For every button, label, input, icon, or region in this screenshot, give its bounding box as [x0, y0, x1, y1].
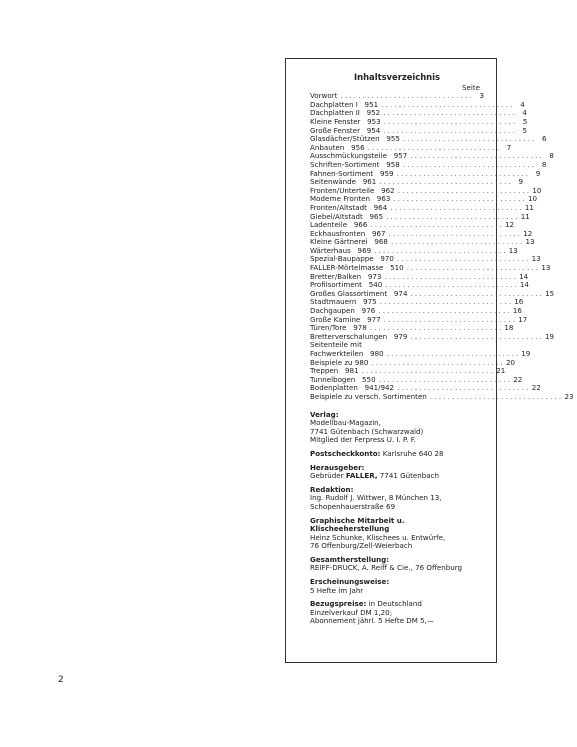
- toc-entry-page: 20: [505, 357, 515, 367]
- verlag-line: Mitglied der Ferpress U. I. P. F.: [310, 435, 416, 445]
- dot-leader: ..............................: [340, 91, 475, 101]
- toc-entry-title: Fahnen-Sortiment 959: [310, 168, 394, 178]
- toc-entry-page: 14: [519, 271, 529, 281]
- erscheinung-block: [310, 578, 484, 595]
- toc-entry-title: Seitenwände 961: [310, 177, 377, 187]
- herausgeber-label: Herausgeber:: [310, 462, 365, 472]
- toc-entry-title: Bretterverschalungen 979: [310, 331, 408, 341]
- dot-leader: ..............................: [370, 220, 505, 230]
- toc-entry-page: 13: [541, 263, 551, 273]
- imprint: [310, 411, 484, 626]
- seite-label: Seite: [462, 82, 480, 92]
- toc-entry-page: 5: [522, 125, 527, 135]
- toc-entry-title: Beispiele zu 980: [310, 357, 369, 367]
- gesamt-block: [310, 556, 484, 573]
- toc-entry-page: 10: [527, 194, 537, 204]
- toc-entry-page: 12: [523, 228, 533, 238]
- toc-entry-page: 19: [545, 331, 555, 341]
- toc-list: [310, 91, 574, 401]
- toc-entry-title: Schriften-Sortiment 958: [310, 159, 400, 169]
- dot-leader: ..............................: [384, 271, 519, 281]
- toc-entry-page: 4: [522, 108, 527, 118]
- dot-leader: ..............................: [410, 288, 545, 298]
- dot-leader: ..............................: [385, 280, 519, 290]
- grafik-label: Graphische Mitarbeit u. Klischeeherstellung: [310, 515, 405, 534]
- dot-leader: ..............................: [396, 168, 531, 178]
- toc-entry-title: Treppen 981: [310, 366, 359, 376]
- grafik-line: 76 Offenburg/Zell-Weierbach: [310, 541, 413, 551]
- bezug-block: [310, 600, 484, 626]
- page-number: 2: [58, 675, 64, 685]
- toc-entry-title: Anbauten 956: [310, 142, 365, 152]
- toc-entry-page: 13: [525, 237, 535, 247]
- dot-leader: ..............................: [383, 108, 517, 118]
- bezug-label: Bezugspreise:: [310, 599, 367, 609]
- toc-entry-title: Ladenteile 966: [310, 220, 368, 230]
- toc-entry-page: 13: [508, 245, 518, 255]
- toc-entry-page: 19: [521, 349, 531, 358]
- bezug-first: in Deutschland: [368, 599, 422, 609]
- toc-entry-title: Fronten/Unterteile 962: [310, 185, 395, 195]
- toc-entry-title: Großes Glassortiment 974: [310, 288, 408, 298]
- dot-leader: ..............................: [383, 125, 517, 135]
- toc-entry-title: Dachgaupen 976: [310, 306, 376, 316]
- dot-leader: ..............................: [369, 323, 504, 333]
- toc-entry-title: Glasdächer/Stützen 955: [310, 134, 400, 144]
- toc-entry-page: 3: [479, 91, 485, 101]
- toc-entry-page: 6: [542, 134, 547, 144]
- dot-leader: ..............................: [367, 142, 502, 152]
- dot-leader: ..............................: [410, 151, 544, 161]
- herausgeber-block: [310, 464, 484, 481]
- dot-leader: ..............................: [402, 159, 537, 169]
- verlag-line: 7741 Gütenbach (Schwarzwald): [310, 426, 424, 436]
- toc-entry-page: 8: [541, 159, 547, 169]
- dot-leader: ..............................: [378, 306, 512, 316]
- toc-entry-title: Profilsortiment 540: [310, 280, 383, 290]
- toc-entry-page: 12: [505, 220, 515, 230]
- toc-entry-page: 17: [518, 314, 528, 324]
- erscheinung-label: Erscheinungsweise:: [310, 577, 390, 587]
- grafik-line: Heinz Schunke, Klischees u. Entwürfe,: [310, 532, 446, 542]
- dot-leader: ..............................: [393, 194, 527, 204]
- postscheck-label: Postscheckkonto:: [310, 448, 381, 458]
- bezug-line: Einzelverkauf DM 1,20;: [310, 607, 393, 617]
- toc-entry-page: 22: [531, 383, 541, 393]
- erscheinung-value: 5 Hefte im Jahr: [310, 585, 364, 595]
- toc-entry-title: Fachwerkteilen 980: [310, 349, 384, 358]
- toc-entry-title: Bretter/Balken 973: [310, 271, 382, 281]
- toc-entry-page: 16: [514, 297, 524, 307]
- dot-leader: ..............................: [378, 374, 513, 384]
- dot-leader: ..............................: [383, 116, 518, 126]
- grafik-block: [310, 517, 484, 551]
- dot-leader: ..............................: [386, 349, 521, 358]
- verlag-line: Modellbau-Magazin,: [310, 418, 381, 428]
- dot-leader: ..............................: [379, 177, 513, 187]
- verlag-block: [310, 411, 484, 445]
- dot-leader: ..............................: [429, 391, 564, 401]
- toc-entry-title: Ausschmückungsteile 957: [310, 151, 408, 161]
- herausgeber-name: FALLER,: [345, 471, 378, 481]
- toc-entry-title: Beispiele zu versch. Sortimenten: [310, 391, 427, 401]
- toc-entry-page: 7: [506, 142, 512, 152]
- dot-leader: ..............................: [390, 237, 525, 247]
- dot-leader: ..............................: [374, 245, 508, 255]
- toc-entry-title: Dachplatten II 952: [310, 108, 381, 118]
- redaktion-label: Redaktion:: [310, 484, 354, 494]
- toc-entry-title: Giebel/Altstadt 965: [310, 211, 384, 221]
- toc-entry-page: 11: [520, 211, 530, 221]
- toc-entry-page: 23: [564, 391, 574, 401]
- toc-entry-title: FALLER-Mörtelmasse 510: [310, 263, 404, 273]
- toc-entry-title: Tunnelbogen 550: [310, 374, 376, 384]
- toc-entry-page: 18: [504, 323, 514, 333]
- dot-leader: ..............................: [406, 263, 541, 273]
- dot-leader: ..............................: [386, 211, 520, 221]
- dot-leader: ..............................: [383, 314, 518, 324]
- redaktion-line: Ing. Rudolf J. Wittwer, 8 München 13,: [310, 493, 442, 503]
- dot-leader: ..............................: [397, 185, 532, 195]
- toc-entry-title: Vorwort: [310, 91, 338, 101]
- toc-entry-page: 9: [518, 177, 523, 187]
- toc-entry-title: Kleine Fenster 953: [310, 116, 381, 126]
- herausgeber-suffix: 7741 Gütenbach: [379, 471, 439, 481]
- toc-entry-title: Moderne Fronten 963: [310, 194, 391, 204]
- toc-entry-title: Große Fenster 954: [310, 125, 381, 135]
- toc-entry-title: Stadtmauern 975: [310, 297, 377, 307]
- herausgeber-value: [310, 472, 484, 481]
- toc-entry-page: 22: [513, 374, 523, 384]
- herausgeber-prefix: Gebrüder: [310, 471, 344, 481]
- toc-entry-title: Türen/Tore 978: [310, 323, 367, 333]
- toc-entry-page: 16: [512, 306, 522, 316]
- dot-leader: ..............................: [381, 99, 515, 109]
- toc-entry-page: 4: [520, 99, 525, 109]
- toc-entry-title: Wärterhaus 969: [310, 245, 372, 255]
- toc-entry-page: 11: [524, 202, 534, 212]
- dot-leader: ..............................: [388, 228, 523, 238]
- toc-entry-page: 15: [545, 288, 555, 298]
- toc-entry-title: Bodenplatten 941/942: [310, 383, 395, 393]
- dot-leader: ..............................: [410, 331, 545, 341]
- toc-entry-page: 21: [496, 366, 506, 376]
- toc-entry-title: Fronten/Altstadt 964: [310, 202, 388, 212]
- dot-leader: ..............................: [402, 134, 537, 144]
- bezug-line: Abonnement jährl. 5 Hefte DM 5,—: [310, 616, 435, 626]
- dot-leader: ..............................: [379, 297, 514, 307]
- toc-entry: [310, 391, 574, 402]
- toc-entry-title: Große Kamine 977: [310, 314, 381, 324]
- toc-entry-page: 13: [531, 254, 541, 264]
- toc-title: Inhaltsverzeichnis: [354, 72, 440, 82]
- dot-leader: ..............................: [390, 202, 524, 212]
- toc-entry-page: 5: [522, 116, 528, 126]
- toc-entry-page: 10: [532, 185, 542, 195]
- postscheck-block: [310, 450, 484, 459]
- dot-leader: ..............................: [371, 357, 505, 367]
- toc-entry-title: Seitenteile mit: [310, 340, 362, 350]
- redaktion-block: [310, 486, 484, 512]
- gesamt-label: Gesamtherstellung:: [310, 554, 390, 564]
- dot-leader: ..............................: [396, 254, 531, 264]
- toc-entry-title: Kleine Gärtnerei 968: [310, 237, 388, 247]
- redaktion-line: Schopenhauerstraße 69: [310, 501, 396, 511]
- dot-leader: ..............................: [397, 383, 531, 393]
- verlag-label: Verlag:: [310, 409, 339, 419]
- gesamt-value: REIFF-DRUCK, A. Reiff & Cie., 76 Offenburg: [310, 563, 462, 573]
- toc-entry-page: 9: [535, 168, 541, 178]
- toc-entry-page: 14: [519, 280, 529, 290]
- toc-entry-title: Spezial-Baupappe 970: [310, 254, 394, 264]
- contents-box: [285, 58, 574, 663]
- dot-leader: ..............................: [361, 366, 496, 376]
- toc-entry-page: 8: [549, 151, 554, 161]
- toc-entry-title: Dachplatten I 951: [310, 99, 379, 109]
- toc-entry-title: Eckhausfronten 967: [310, 228, 386, 238]
- postscheck-value: Karlsruhe 640 28: [382, 448, 444, 458]
